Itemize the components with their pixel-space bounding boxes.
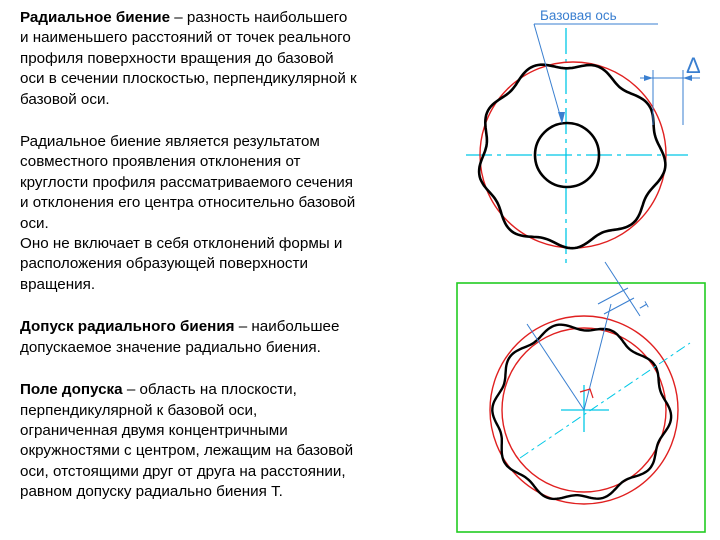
delta-arrow-left (644, 75, 653, 81)
definition-tolerance-field: Поле допуска – область на плоскости, перпендикулярной к базовой оси, ограниченная двумя концентричными окружностями с центром, лежащим на базовой оси, отстоящими друг от друга на расстоянии, равном допуску радиально биения Т. (20, 381, 354, 501)
term-radial-runout: Радиальное биение (20, 9, 171, 26)
tolerance-tick-a (598, 288, 628, 304)
term-tolerance-field: Поле допуска (20, 381, 123, 399)
radius-line-a (527, 324, 584, 410)
term-tolerance: Допуск радиального биения (20, 318, 235, 336)
explanation-paragraph: Радиальное биение является результатом совместного проявления отклонения от круглости профиля рассматриваемого сечения и отклонения его центра относительно базовой оси. Оно не включает в себя отклонений формы и расположения образующей поверхности вращения. (20, 133, 356, 293)
base-axis-label: Базовая ось (540, 8, 617, 23)
definition-tolerance: Допуск радиального биения – наибольшее допускаемое значение радиально биения. (20, 318, 340, 356)
definition-radial-runout: Радиальное биение – разность наибольшего и наименьшего расстояний от точек реального профиля поверхности вращения до базовой оси в сечении плоскостью, перпендикулярной к базовой оси. (20, 9, 357, 108)
tolerance-label: T (635, 299, 652, 313)
real-profile-outline-2 (492, 325, 671, 499)
delta-symbol: Δ (686, 53, 701, 78)
radius-line-b (584, 304, 611, 410)
tolerance-tick-b (604, 298, 634, 314)
base-axis-leader (534, 24, 562, 122)
right-angle-marker (580, 389, 593, 398)
